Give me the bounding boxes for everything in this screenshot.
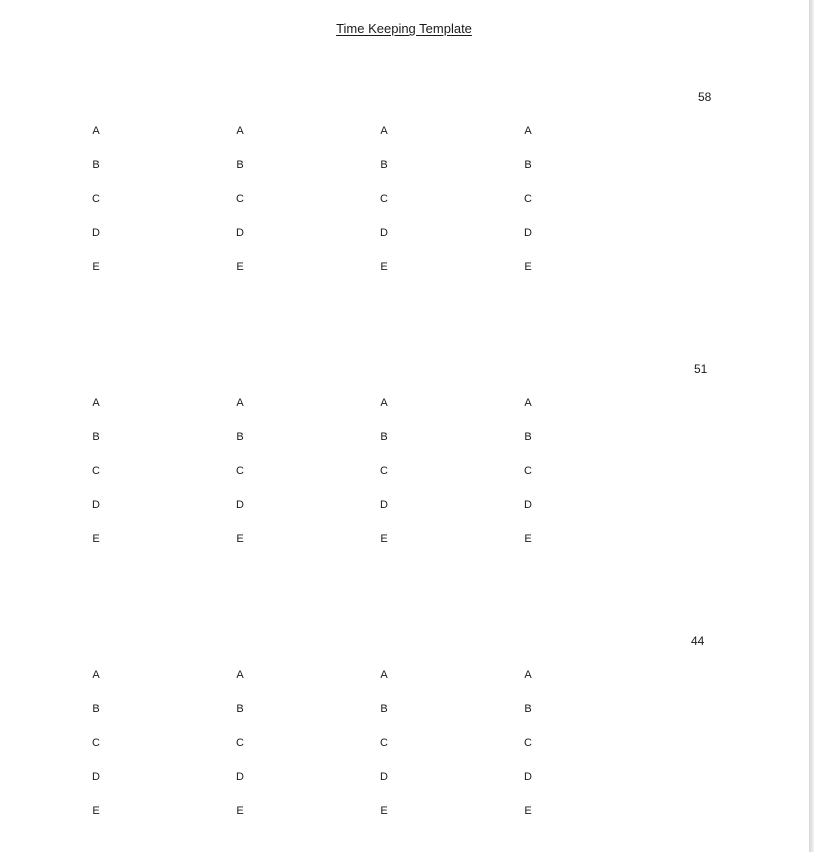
letter-b: B (524, 703, 532, 715)
letter-e: E (92, 533, 100, 545)
letter-column-3 (374, 124, 394, 294)
letter-b: B (92, 703, 100, 715)
letter-b: B (92, 159, 100, 171)
time-block-1 (0, 91, 809, 311)
letter-b: B (236, 703, 244, 715)
letter-a: A (236, 397, 244, 409)
letter-column-4 (518, 396, 538, 566)
letter-c: C (236, 465, 244, 477)
letter-d: D (524, 771, 532, 783)
letter-d: D (92, 499, 100, 511)
letter-a: A (380, 125, 388, 137)
letter-a: A (92, 669, 100, 681)
letter-d: D (380, 771, 388, 783)
letter-column-1 (86, 396, 106, 566)
letter-a: A (236, 125, 244, 137)
letter-b: B (524, 159, 532, 171)
letter-e: E (380, 533, 388, 545)
letter-d: D (524, 227, 532, 239)
letter-c: C (380, 193, 388, 205)
letter-a: A (380, 669, 388, 681)
letter-c: C (524, 193, 532, 205)
page-edge-shadow (809, 0, 814, 852)
letter-a: A (524, 125, 532, 137)
letter-column-2 (230, 396, 250, 566)
letter-e: E (380, 261, 388, 273)
letter-d: D (380, 227, 388, 239)
letter-d: D (380, 499, 388, 511)
letter-b: B (380, 159, 388, 171)
letter-b: B (524, 431, 532, 443)
letter-b: B (380, 431, 388, 443)
letter-b: B (236, 159, 244, 171)
letter-e: E (92, 805, 100, 817)
time-block-number: 51 (694, 362, 708, 376)
letter-d: D (236, 499, 244, 511)
letter-e: E (236, 261, 244, 273)
letter-e: E (236, 805, 244, 817)
letter-b: B (236, 431, 244, 443)
letter-c: C (236, 193, 244, 205)
letter-c: C (92, 737, 100, 749)
letter-e: E (92, 261, 100, 273)
letter-d: D (236, 227, 244, 239)
letter-e: E (524, 805, 532, 817)
time-block-number: 58 (698, 90, 712, 104)
letter-b: B (380, 703, 388, 715)
letter-a: A (236, 669, 244, 681)
letter-column-2 (230, 124, 250, 294)
time-block-3 (0, 635, 809, 855)
letter-e: E (524, 533, 532, 545)
letter-column-1 (86, 668, 106, 838)
letter-e: E (236, 533, 244, 545)
letter-a: A (92, 125, 100, 137)
letter-c: C (524, 465, 532, 477)
letter-c: C (92, 193, 100, 205)
letter-c: C (380, 465, 388, 477)
letter-a: A (524, 397, 532, 409)
letter-d: D (236, 771, 244, 783)
document-title: Time Keeping Template (336, 21, 472, 36)
letter-a: A (524, 669, 532, 681)
letter-c: C (236, 737, 244, 749)
letter-c: C (92, 465, 100, 477)
letter-column-2 (230, 668, 250, 838)
letter-b: B (92, 431, 100, 443)
letter-d: D (92, 771, 100, 783)
letter-e: E (524, 261, 532, 273)
letter-c: C (524, 737, 532, 749)
letter-d: D (524, 499, 532, 511)
letter-c: C (380, 737, 388, 749)
letter-a: A (380, 397, 388, 409)
letter-column-4 (518, 124, 538, 294)
letter-column-4 (518, 668, 538, 838)
letter-column-3 (374, 396, 394, 566)
time-block-2 (0, 363, 809, 583)
time-block-number: 44 (691, 634, 705, 648)
letter-e: E (380, 805, 388, 817)
letter-column-3 (374, 668, 394, 838)
letter-d: D (92, 227, 100, 239)
letter-column-1 (86, 124, 106, 294)
letter-a: A (92, 397, 100, 409)
